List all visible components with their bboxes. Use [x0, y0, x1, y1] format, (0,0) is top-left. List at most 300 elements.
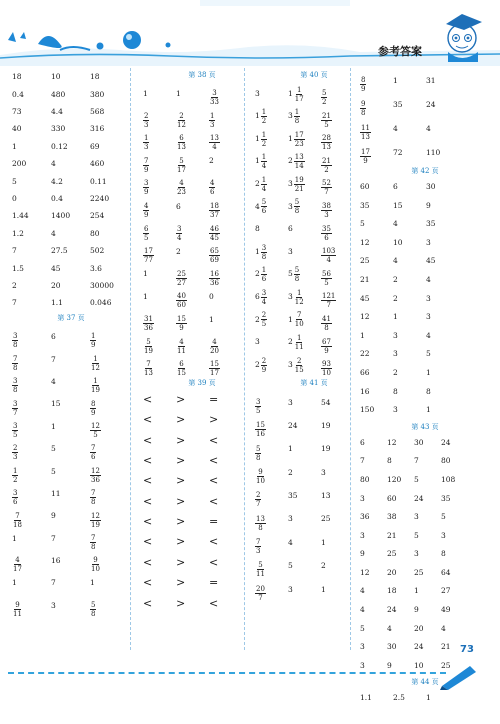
answer-row — [360, 601, 490, 620]
fraction — [143, 247, 154, 264]
answer-cell: 1 — [360, 330, 365, 340]
denominator: 7 — [326, 301, 331, 310]
answer-cell: 0.046 — [90, 298, 112, 308]
whole-part: 1 — [255, 133, 260, 143]
fraction — [12, 601, 23, 618]
answer-cell: 4 — [288, 537, 293, 547]
denominator: 6 — [91, 453, 96, 462]
section-heading: 第 44 页 — [411, 678, 439, 687]
fraction — [294, 334, 305, 351]
numerator: 1 — [93, 354, 98, 363]
numerator: 6 — [179, 360, 184, 369]
answer-cell: 1.44 — [12, 211, 29, 221]
answer-cell — [143, 195, 176, 219]
numerator: 5 — [294, 266, 300, 275]
numerator: 40 — [177, 292, 186, 301]
answer-cell: 30000 — [90, 280, 114, 290]
answer-row — [12, 348, 130, 370]
answer-cell — [90, 549, 129, 573]
answer-cell: 4.2 — [51, 176, 63, 186]
answer-cell: 3 — [360, 530, 365, 540]
numerator: 12 — [91, 511, 100, 520]
fraction — [255, 585, 266, 602]
answer-cell: 0.11 — [90, 176, 107, 186]
answer-row — [360, 508, 490, 527]
answer-cell: 80 — [90, 228, 100, 238]
answer-cell — [321, 308, 354, 332]
fraction — [176, 360, 187, 377]
numerator: 3 — [177, 224, 182, 233]
denominator: 13 — [322, 143, 331, 152]
numerator: 1 — [91, 332, 96, 341]
numerator: 2 — [261, 311, 267, 320]
fraction — [176, 338, 187, 355]
answer-cell: 12 — [360, 567, 370, 577]
answer-cell: 330 — [51, 124, 66, 134]
denominator: 4 — [261, 162, 267, 171]
answer-cell: 5 — [51, 444, 56, 454]
denominator: 17 — [294, 94, 304, 103]
answer-cell: < — [209, 474, 219, 488]
denominator: 7 — [324, 188, 329, 197]
answer-cell: 2240 — [90, 194, 110, 204]
answer-column-4 — [360, 68, 490, 707]
answer-cell: 9 — [414, 605, 419, 615]
answer-cell: 1 — [143, 292, 148, 302]
whole-part: 5 — [288, 269, 293, 279]
answer-cell: 4 — [426, 330, 431, 340]
denominator: 9 — [324, 346, 329, 355]
numerator: 5 — [258, 561, 263, 570]
numerator: 13 — [210, 134, 219, 143]
answer-row — [360, 689, 490, 707]
section-heading: 第 43 页 — [411, 422, 439, 431]
answer-cell — [255, 309, 288, 332]
answer-cell: 7 — [12, 298, 17, 308]
answer-cell: 54 — [321, 397, 331, 407]
answer-cell: 8 — [387, 456, 392, 466]
answer-cell: 108 — [441, 474, 456, 484]
denominator: 12 — [177, 120, 186, 129]
answer-cell: 24 — [414, 642, 424, 652]
answer-row — [143, 331, 261, 354]
denominator: 14 — [294, 162, 304, 171]
header-decoration — [0, 0, 500, 66]
answer-row — [12, 172, 130, 189]
denominator: 17 — [177, 165, 186, 174]
answer-cell: 1 — [143, 88, 148, 98]
numerator: 3 — [144, 179, 149, 188]
denominator: 6 — [210, 188, 215, 197]
answer-row — [12, 259, 130, 276]
numerator: 5 — [256, 444, 261, 453]
numerator: 35 — [322, 224, 331, 233]
answer-cell: 1.1 — [360, 693, 372, 703]
answer-cell: < — [143, 392, 153, 406]
answer-cell: 8 — [393, 386, 398, 396]
answer-cell — [321, 195, 354, 219]
answer-cell: 10 — [51, 72, 61, 82]
answer-cell: 3 — [426, 312, 431, 322]
answer-row — [360, 527, 490, 546]
answer-cell: 15 — [393, 200, 403, 210]
numerator: 1 — [294, 108, 300, 117]
answer-cell: 4 — [51, 377, 56, 387]
answer-cell — [176, 105, 209, 129]
numerator: 56 — [322, 269, 331, 278]
answer-cell — [209, 105, 242, 129]
fraction — [360, 148, 371, 165]
fraction — [294, 86, 305, 103]
denominator: 7 — [258, 593, 263, 602]
whole-part: 2 — [288, 156, 293, 166]
answer-cell — [255, 530, 288, 555]
answer-cell — [321, 218, 354, 242]
answer-cell: > — [176, 474, 186, 488]
numerator: 3 — [13, 422, 18, 431]
fraction — [209, 360, 220, 377]
answer-cell: 38 — [387, 512, 397, 522]
answer-cell: 0 — [12, 194, 17, 204]
numerator: 3 — [13, 377, 18, 386]
fraction — [321, 292, 336, 309]
denominator: 21 — [294, 184, 304, 193]
whole-part: 3 — [288, 111, 293, 121]
answer-cell — [209, 82, 242, 106]
denominator: 8 — [91, 542, 96, 551]
answer-cell — [360, 116, 393, 141]
answer-row — [143, 82, 261, 105]
answer-cell: 3 — [393, 330, 398, 340]
fraction — [294, 153, 305, 170]
answer-row — [143, 512, 261, 532]
numerator: 1 — [261, 175, 267, 184]
numerator: 4 — [15, 556, 20, 565]
numerator: 9 — [361, 100, 366, 108]
denominator: 16 — [256, 430, 265, 439]
answer-row — [12, 225, 130, 242]
numerator: 2 — [179, 111, 184, 120]
denominator: 4 — [177, 233, 182, 242]
answer-row — [143, 218, 261, 241]
answer-cell: 1 — [393, 312, 398, 322]
answer-cell: 4 — [360, 586, 365, 596]
fraction — [294, 198, 300, 215]
answer-row — [255, 105, 373, 128]
answer-cell — [288, 354, 321, 377]
answer-cell: 2 — [393, 367, 398, 377]
denominator: 11 — [177, 346, 186, 355]
answer-cell — [209, 172, 242, 196]
answer-row — [360, 197, 490, 216]
answer-cell: 25 — [360, 256, 370, 266]
denominator: 9 — [144, 210, 149, 219]
answer-cell — [360, 68, 393, 93]
answer-cell: 24 — [387, 605, 397, 615]
answer-cell: 10 — [393, 237, 403, 247]
answer-cell: 2.5 — [393, 693, 405, 703]
whole-part: 6 — [255, 292, 260, 302]
answer-row — [360, 582, 490, 601]
answer-cell: 3 — [360, 642, 365, 652]
numerator: 2 — [144, 111, 149, 120]
answer-cell: > — [176, 596, 186, 610]
whole-part: 2 — [288, 337, 293, 347]
answer-cell: 80 — [441, 456, 451, 466]
whole-part: 2 — [255, 269, 260, 279]
fraction — [294, 289, 305, 306]
whole-part: 3 — [288, 179, 293, 189]
denominator: 10 — [294, 320, 304, 329]
answer-cell — [143, 308, 176, 332]
answer-cell: 120 — [387, 474, 402, 484]
answer-cell: 1 — [288, 444, 293, 454]
answer-cell: 7 — [51, 533, 56, 543]
answer-cell — [321, 172, 354, 196]
numerator: 1 — [297, 288, 302, 297]
numerator: 65 — [210, 247, 219, 256]
answer-cell: < — [209, 433, 219, 447]
answer-cell: 25 — [414, 567, 424, 577]
answer-cell — [90, 594, 129, 618]
fraction — [209, 225, 220, 242]
whole-part: 3 — [288, 201, 293, 211]
fraction — [176, 270, 187, 287]
fraction — [176, 225, 182, 242]
answer-row — [255, 413, 373, 439]
answer-cell: 1 — [321, 537, 326, 547]
answer-cell: 35 — [441, 493, 451, 503]
answer-row — [143, 150, 261, 173]
answer-cell: < — [209, 453, 219, 467]
answer-cell: 3 — [426, 237, 431, 247]
answer-cell: 24 — [414, 493, 424, 503]
answer-cell: 2 — [393, 274, 398, 284]
answer-cell: 4 — [393, 256, 398, 266]
answer-cell: 4 — [426, 123, 431, 133]
answer-cell — [209, 240, 242, 264]
answer-cell: 60 — [360, 182, 370, 191]
answer-cell: 6 — [51, 332, 56, 342]
numerator: 3 — [13, 399, 18, 408]
fraction — [321, 157, 332, 174]
answer-cell — [321, 105, 354, 129]
answer-row — [12, 277, 130, 294]
answer-cell — [255, 196, 288, 219]
numerator: 103 — [322, 247, 336, 256]
answer-cell: 5 — [441, 512, 446, 522]
numerator: 7 — [144, 156, 149, 165]
answer-cell: 3 — [414, 512, 419, 522]
section-heading: 第 38 页 — [188, 71, 216, 79]
answer-cell — [12, 549, 51, 573]
answer-cell: 5 — [426, 349, 431, 359]
answer-row — [360, 620, 490, 639]
answer-row — [12, 594, 130, 619]
answer-cell: 1 — [426, 405, 431, 415]
fraction — [261, 311, 267, 328]
answer-cell — [288, 83, 321, 106]
answer-row — [12, 138, 130, 155]
answer-cell: 4 — [393, 123, 398, 133]
answer-cell — [143, 105, 176, 129]
denominator: 8 — [361, 109, 366, 117]
answer-cell — [288, 173, 321, 196]
numerator: 2 — [256, 491, 261, 500]
answer-cell: 5 — [360, 623, 365, 633]
numerator: 6 — [144, 224, 149, 233]
answer-cell: > — [176, 433, 186, 447]
answer-cell — [90, 527, 129, 551]
answer-cell — [209, 263, 242, 287]
denominator: 37 — [210, 210, 219, 219]
answer-cell: 1 — [51, 421, 56, 431]
denominator: 8 — [324, 323, 329, 332]
answer-cell: 27 — [441, 586, 451, 596]
answer-cell — [255, 173, 288, 196]
answer-row — [360, 383, 490, 402]
numerator: 4 — [212, 337, 217, 346]
fraction — [321, 360, 332, 377]
answer-row — [255, 390, 373, 413]
answer-row — [360, 68, 490, 92]
denominator: 3 — [210, 120, 215, 129]
numerator: 4 — [210, 179, 215, 188]
footer-dashed-line — [8, 672, 446, 674]
answer-row — [143, 594, 261, 614]
answer-cell — [255, 354, 288, 377]
answer-cell: 21 — [360, 274, 370, 284]
denominator: 8 — [258, 523, 263, 532]
numerator: 67 — [322, 337, 331, 346]
answer-row — [12, 242, 130, 259]
answer-cell — [321, 331, 354, 355]
denominator: 8 — [294, 117, 300, 126]
answer-row — [255, 127, 373, 150]
header-title: 参考答案 — [378, 45, 422, 58]
answer-cell — [12, 370, 51, 394]
fraction — [261, 153, 267, 170]
answer-cell: 8 — [255, 224, 260, 234]
fraction — [176, 157, 187, 174]
answer-cell: 25 — [387, 549, 397, 559]
numerator: 5 — [91, 601, 96, 610]
numerator: 3 — [13, 332, 18, 341]
fraction — [143, 112, 149, 129]
fraction — [209, 202, 220, 219]
section-heading: 第 41 页 — [300, 378, 328, 387]
answer-cell: < — [143, 555, 153, 569]
answer-cell: 7 — [414, 456, 419, 466]
answer-cell: 0 — [209, 292, 214, 302]
answer-cell: 1400 — [51, 211, 71, 221]
answer-row — [255, 82, 373, 105]
answer-column-2 — [143, 68, 261, 614]
answer-row — [360, 452, 490, 471]
answer-cell: 254 — [90, 211, 105, 221]
numerator: 11 — [361, 124, 370, 132]
fraction — [294, 176, 305, 193]
denominator: 8 — [13, 386, 18, 395]
denominator: 19 — [144, 346, 153, 355]
whole-part: 2 — [255, 359, 260, 369]
answer-cell: 2 — [321, 561, 326, 571]
numerator: 1 — [261, 130, 267, 139]
answer-cell: > — [176, 453, 186, 467]
numerator: 4 — [144, 201, 149, 210]
answer-cell: 3 — [288, 246, 293, 256]
numerator: 28 — [322, 134, 331, 143]
answer-cell: 4 — [393, 219, 398, 229]
answer-row — [255, 437, 373, 460]
numerator: 1 — [13, 466, 18, 475]
fraction — [321, 89, 327, 106]
answer-cell — [12, 393, 51, 417]
numerator: 4 — [179, 337, 184, 346]
answer-cell: 35 — [288, 491, 298, 501]
fraction — [360, 124, 371, 141]
fraction — [209, 179, 215, 196]
answer-cell — [90, 505, 129, 529]
denominator: 3 — [324, 210, 329, 219]
answer-row — [255, 460, 373, 483]
answer-cell: 12 — [360, 312, 370, 322]
fraction — [321, 179, 332, 196]
denominator: 33 — [210, 98, 219, 106]
answer-cell: 4.4 — [51, 107, 63, 117]
section-heading: 第 37 页 — [57, 314, 85, 323]
answer-cell: = — [209, 515, 219, 529]
answer-cell — [209, 218, 242, 242]
answer-cell: 35 — [426, 219, 436, 229]
answer-cell — [288, 196, 321, 219]
answer-cell: 6 — [360, 437, 365, 447]
denominator: 2 — [322, 98, 327, 106]
denominator: 13 — [361, 133, 370, 141]
denominator: 9 — [91, 341, 96, 350]
answer-row — [12, 572, 130, 594]
whole-part: 1 — [255, 156, 260, 166]
answer-row — [255, 331, 373, 354]
numerator: 9 — [15, 601, 20, 610]
denominator: 5 — [324, 120, 329, 129]
fraction — [90, 601, 96, 618]
answer-cell — [12, 482, 51, 506]
fraction — [294, 357, 305, 374]
denominator: 27 — [177, 278, 186, 287]
answer-cell: 1 — [426, 693, 431, 703]
answer-row — [360, 92, 490, 116]
answer-cell: 3 — [393, 405, 398, 415]
answer-cell: 2 — [393, 293, 398, 303]
answer-cell: 3 — [255, 88, 260, 98]
numerator: 8 — [91, 399, 96, 408]
answer-row — [143, 172, 261, 195]
section-heading: 第 42 页 — [411, 167, 439, 175]
answer-cell: 1 — [12, 141, 17, 151]
numerator: 5 — [261, 198, 267, 207]
answer-cell: < — [209, 555, 219, 569]
answer-cell: 22 — [360, 349, 370, 359]
numerator: 31 — [144, 314, 153, 323]
denominator: 5 — [93, 431, 98, 440]
numerator: 1 — [297, 85, 302, 94]
numerator: 9 — [93, 556, 98, 565]
answer-cell: 110 — [426, 147, 441, 157]
answer-row — [360, 252, 490, 271]
denominator: 17 — [210, 369, 219, 378]
answer-cell: 30 — [387, 642, 397, 652]
